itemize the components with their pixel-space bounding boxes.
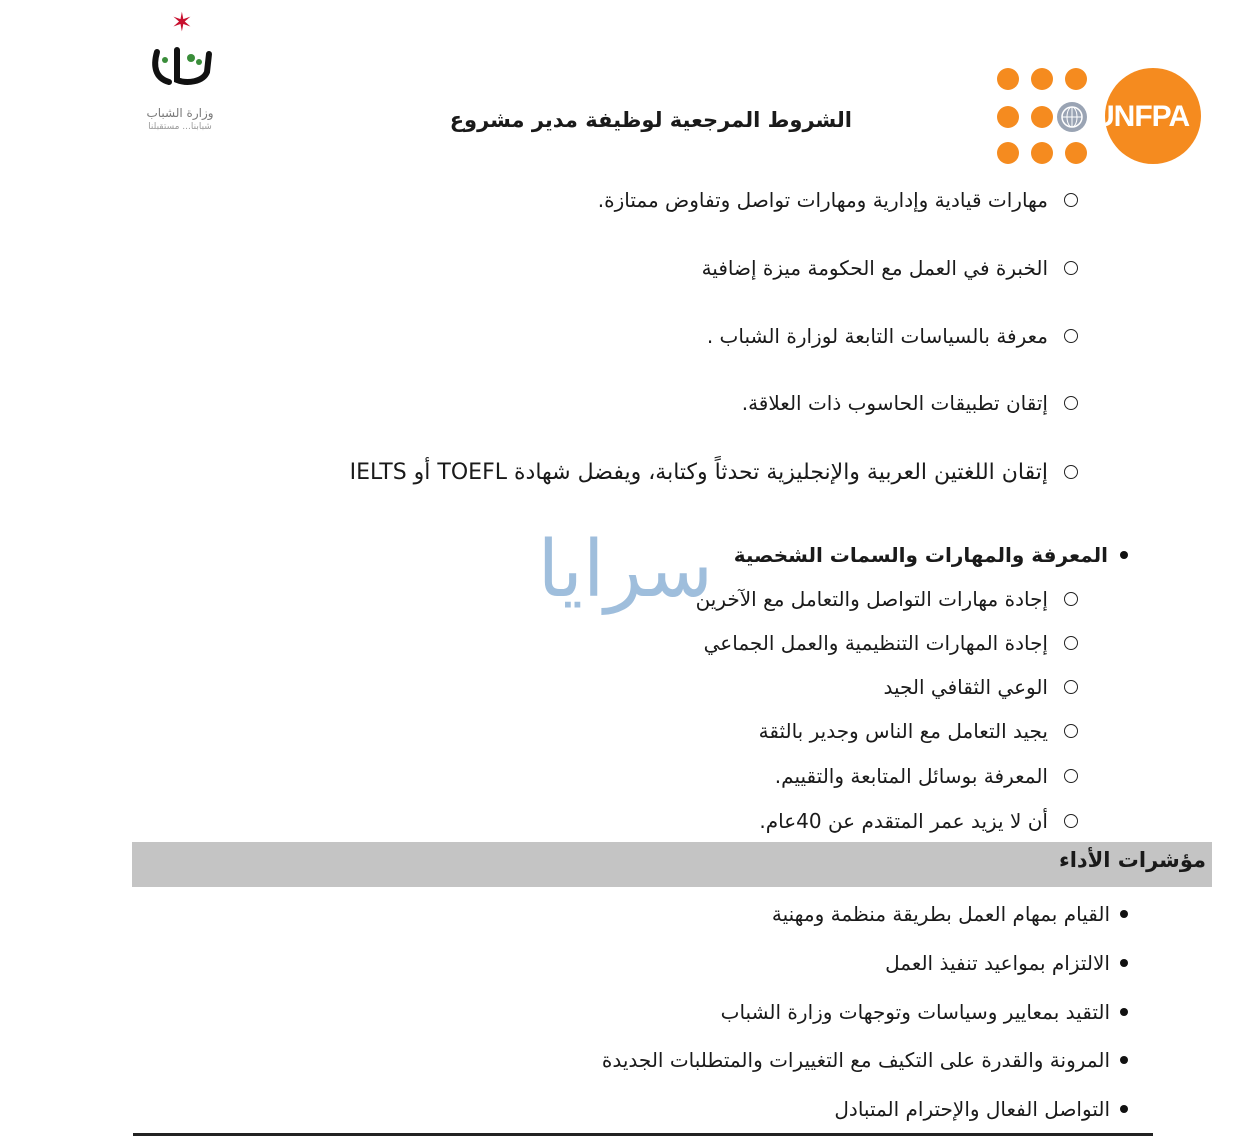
unfpa-wordmark: UNFPA	[1093, 100, 1190, 133]
ministry-logo-mark	[135, 10, 225, 88]
list-item	[834, 1092, 1128, 1126]
ministry-logo-tagline: شبابنا... مستقبلنا	[148, 122, 212, 132]
knowledge-section-heading	[734, 538, 1128, 572]
list-item-text: إجادة مهارات التواصل والتعامل مع الآخرين	[695, 587, 1048, 611]
bullet-icon	[1120, 1008, 1128, 1016]
circle-bullet-icon	[1064, 592, 1078, 606]
circle-bullet-icon	[1064, 396, 1078, 410]
performance-heading: مؤشرات الأداء	[1058, 848, 1206, 872]
circle-bullet-icon	[1064, 680, 1078, 694]
list-item	[350, 455, 1078, 489]
bullet-icon	[1120, 1056, 1128, 1064]
list-item	[775, 759, 1078, 793]
list-item	[598, 183, 1078, 217]
performance-section-band	[132, 842, 1212, 887]
list-item-text: الوعي الثقافي الجيد	[883, 675, 1048, 699]
list-item-text: إتقان تطبيقات الحاسوب ذات العلاقة.	[741, 391, 1048, 415]
star-icon: ✶	[171, 8, 193, 38]
list-item	[772, 897, 1128, 931]
bullet-icon	[1120, 959, 1128, 967]
list-item	[721, 995, 1128, 1029]
list-item-text: أن لا يزيد عمر المتقدم عن 40عام.	[759, 809, 1048, 833]
logo-dot	[1031, 142, 1053, 164]
list-item-text: يجيد التعامل مع الناس وجدير بالثقة	[758, 719, 1048, 743]
logo-dot	[1065, 68, 1087, 90]
logo-dot	[997, 106, 1019, 128]
list-item-text: التواصل الفعال والإحترام المتبادل	[834, 1097, 1110, 1121]
list-item	[759, 714, 1078, 748]
list-item-text: القيام بمهام العمل بطريقة منظمة ومهنية	[771, 902, 1110, 926]
list-item-text: الخبرة في العمل مع الحكومة ميزة إضافية	[701, 256, 1048, 280]
circle-bullet-icon	[1064, 465, 1078, 479]
list-item-text: إتقان اللغتين العربية والإنجليزية تحدثاً وكتابة، ويفضل شهادة TOEFL أو IELTS	[349, 459, 1048, 485]
list-item	[742, 386, 1078, 420]
list-item	[602, 1043, 1128, 1077]
circle-bullet-icon	[1064, 261, 1078, 275]
list-item	[759, 804, 1078, 838]
circle-bullet-icon	[1064, 193, 1078, 207]
list-item-text: الالتزام بمواعيد تنفيذ العمل	[885, 951, 1110, 975]
ministry-logo-name: وزارة الشباب	[146, 106, 214, 120]
bullet-icon	[1120, 1105, 1128, 1113]
list-item-text: إجادة المهارات التنظيمية والعمل الجماعي	[703, 631, 1048, 655]
list-item-text: مهارات قيادية وإدارية ومهارات تواصل وتفاوض ممتازة.	[597, 188, 1048, 212]
circle-bullet-icon	[1064, 769, 1078, 783]
logo-dot	[1065, 142, 1087, 164]
logo-dot	[997, 142, 1019, 164]
un-emblem-icon	[1057, 102, 1087, 132]
ministry-logo-glyph	[147, 32, 217, 92]
logo-dot	[1031, 106, 1053, 128]
circle-bullet-icon	[1064, 636, 1078, 650]
list-item	[883, 670, 1078, 704]
page-title: الشروط المرجعية لوظيفة مدير مشروع	[449, 108, 852, 132]
circle-bullet-icon	[1064, 814, 1078, 828]
list-item-text: المعرفة بوسائل المتابعة والتقييم.	[774, 764, 1048, 788]
bottom-divider	[133, 1133, 1153, 1136]
list-item-text: معرفة بالسياسات التابعة لوزارة الشباب .	[706, 324, 1048, 348]
list-item	[704, 626, 1078, 660]
list-item	[885, 946, 1128, 980]
bullet-icon	[1120, 910, 1128, 918]
list-item-text: المرونة والقدرة على التكيف مع التغييرات والمتطلبات الجديدة	[601, 1048, 1110, 1072]
bullet-icon	[1120, 551, 1128, 559]
ministry-of-youth-logo	[120, 10, 240, 150]
list-item	[702, 251, 1078, 285]
circle-bullet-icon	[1064, 724, 1078, 738]
list-item	[707, 319, 1078, 353]
unfpa-logo	[993, 66, 1205, 166]
watermark: سرايا	[537, 525, 713, 615]
list-item-text: التقيد بمعايير وسياسات وتوجهات وزارة الشباب	[720, 1000, 1110, 1024]
list-item	[696, 582, 1078, 616]
circle-bullet-icon	[1064, 329, 1078, 343]
logo-dot	[997, 68, 1019, 90]
logo-dot	[1031, 68, 1053, 90]
knowledge-heading-text: المعرفة والمهارات والسمات الشخصية	[733, 543, 1108, 567]
